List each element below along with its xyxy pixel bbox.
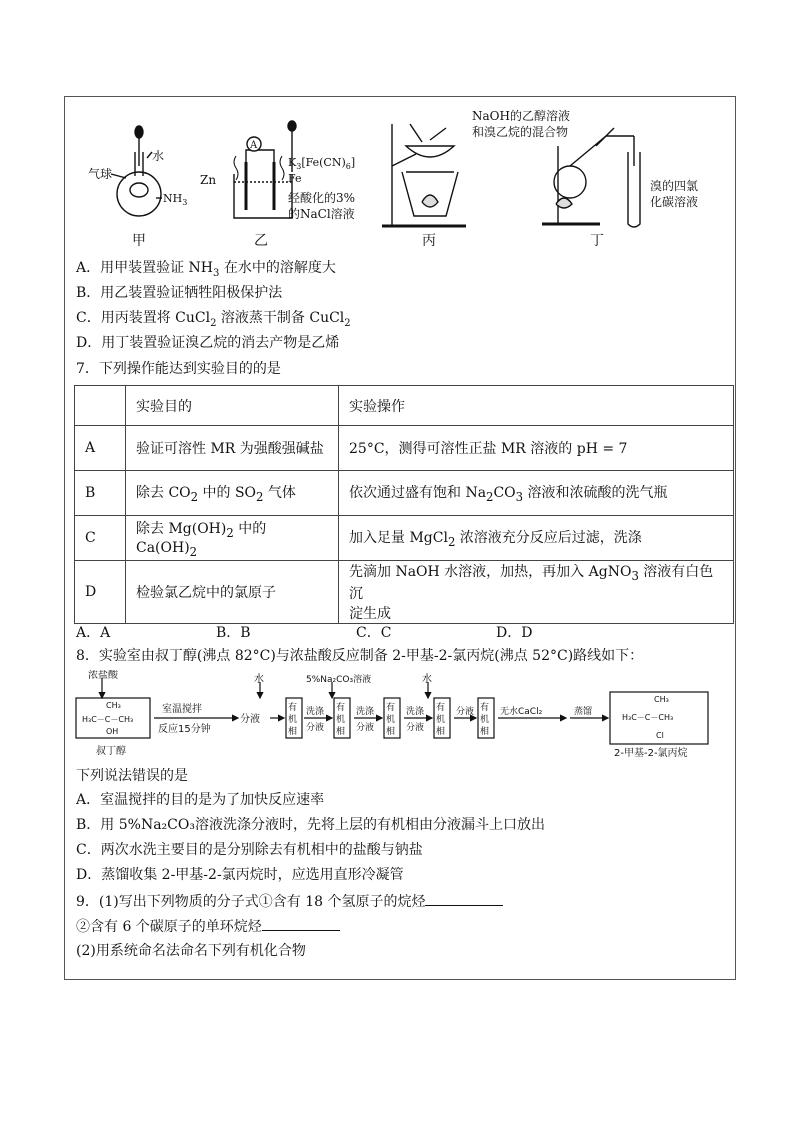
start-name: 叔丁醇 bbox=[96, 746, 126, 757]
jia-water-label: 水 bbox=[152, 149, 165, 163]
svg-text:分液: 分液 bbox=[406, 723, 425, 733]
table-row: C 除去 $Mg(OH)_2$ 中的 $Ca(OH)_2$ 加入足量 MgCl$_2$ 浓溶液充分反应后过滤，洗涤 bbox=[75, 516, 734, 561]
header-goal: 实验目的 bbox=[126, 386, 339, 426]
q7-choices bbox=[76, 622, 636, 642]
answer-blank-2[interactable] bbox=[262, 916, 340, 931]
svg-text:室温搅拌: 室温搅拌 bbox=[162, 704, 202, 715]
q8-flow-diagram bbox=[74, 670, 714, 762]
svg-text:机: 机 bbox=[336, 715, 346, 725]
choice-a: A．A bbox=[76, 625, 111, 641]
q6-option-b: B．用乙装置验证牺牲阳极保护法 bbox=[76, 285, 283, 301]
ding-bromine-line2: 化碳溶液 bbox=[650, 195, 699, 209]
svg-text:蒸馏: 蒸馏 bbox=[574, 707, 593, 717]
svg-text:NH3 bbox=[163, 192, 187, 207]
reagent-hcl: 浓盐酸 bbox=[88, 670, 118, 681]
svg-text:CH₃: CH₃ bbox=[654, 695, 669, 704]
ding-bromine-line1: 溴的四氯 bbox=[650, 179, 699, 193]
q8-option-a: A．室温搅拌的目的是为了加快反应速率 bbox=[76, 792, 325, 808]
product-name: 2-甲基-2-氯丙烷 bbox=[614, 748, 688, 759]
ding-mix-line2: 和溴乙烷的混合物 bbox=[472, 125, 569, 139]
q8-stem: 8．实验室由叔丁醇(沸点 82°C)与浓盐酸反应制备 2-甲基-2-氯丙烷(沸点 52°C)路线如下： bbox=[76, 648, 644, 664]
yi-fe-label: Fe bbox=[288, 172, 302, 185]
svg-text:机: 机 bbox=[288, 715, 298, 725]
svg-text:洗涤: 洗涤 bbox=[306, 707, 325, 717]
bing-caption: 丙 bbox=[422, 233, 436, 249]
q6-option-a: A．用甲装置验证 $NH_3$ 在水中的溶解度大 bbox=[76, 260, 336, 279]
jia-caption: 甲 bbox=[132, 233, 146, 249]
svg-text:OH: OH bbox=[106, 727, 119, 736]
jia-balloon-label: 气球 bbox=[88, 167, 113, 181]
jia-nh3-label: NH bbox=[163, 192, 183, 205]
table-row: B 除去 $CO_2$ 中的 $SO_2$ 气体 依次通过盛有饱和 $Na_2CO_3$ 溶液和浓硫酸的洗气瓶 bbox=[75, 471, 734, 516]
choice-b: B．B bbox=[216, 625, 251, 641]
q8-question: 下列说法错误的是 bbox=[76, 768, 188, 784]
yi-a-label: A bbox=[250, 140, 258, 151]
yi-k3-label: K bbox=[288, 156, 297, 169]
svg-text:有: 有 bbox=[436, 703, 446, 713]
yi-solution-line1: 经酸化的3% bbox=[288, 191, 356, 205]
svg-text:H₃C－C－CH₃: H₃C－C－CH₃ bbox=[82, 715, 134, 724]
svg-text:机: 机 bbox=[480, 715, 490, 725]
svg-text:洗涤: 洗涤 bbox=[356, 707, 375, 717]
svg-text:相: 相 bbox=[336, 727, 346, 737]
yi-zn-label: Zn bbox=[200, 173, 217, 187]
figure-ding bbox=[542, 128, 640, 227]
svg-text:水: 水 bbox=[422, 674, 432, 685]
svg-text:分液: 分液 bbox=[306, 723, 325, 733]
q8-option-b: B．用 5%Na₂CO₃溶液洗涤分液时，先将上层的有机相由分液漏斗上口放出 bbox=[76, 817, 545, 833]
svg-text:有: 有 bbox=[386, 703, 396, 713]
figure-bing bbox=[382, 124, 466, 226]
svg-text:相: 相 bbox=[436, 727, 446, 737]
yi-solution-line2: 的NaCl溶液 bbox=[288, 207, 355, 221]
yi-caption: 乙 bbox=[254, 233, 268, 249]
svg-text:Cl: Cl bbox=[656, 731, 664, 740]
jia-nh3-sub: 3 bbox=[182, 198, 188, 207]
q8-option-c: C．两次水洗主要目的是分别除去有机相中的盐酸与钠盐 bbox=[76, 842, 423, 858]
svg-text:水: 水 bbox=[254, 674, 264, 685]
svg-text:CH₃: CH₃ bbox=[106, 701, 121, 710]
figure-yi bbox=[234, 121, 296, 218]
q6-option-c: C．用丙装置将 CuCl$_2$ 溶液蒸干制备 CuCl$_2$ bbox=[76, 310, 351, 329]
table-row: A 验证可溶性 MR 为强酸强碱盐 25°C，测得可溶性正盐 MR 溶液的 pH = 7 bbox=[75, 426, 734, 471]
svg-text:分液: 分液 bbox=[356, 723, 375, 733]
svg-text:H₃C－C－CH₃: H₃C－C－CH₃ bbox=[622, 713, 674, 722]
q6-option-d: D．用丁装置验证溴乙烷的消去产物是乙烯 bbox=[76, 335, 340, 351]
q9-line2: ②含有 6 个碳原子的单环烷烃 bbox=[76, 916, 340, 937]
svg-text:5%Na₂CO₃溶液: 5%Na₂CO₃溶液 bbox=[306, 675, 372, 685]
svg-text:机: 机 bbox=[386, 715, 396, 725]
svg-text:有: 有 bbox=[480, 703, 490, 713]
svg-text:无水CaCl₂: 无水CaCl₂ bbox=[500, 707, 543, 717]
ding-mix-line1: NaOH的乙醇溶液 bbox=[472, 109, 570, 123]
svg-text:相: 相 bbox=[480, 727, 490, 737]
svg-text:反应15分钟: 反应15分钟 bbox=[158, 724, 211, 735]
figure-jia bbox=[111, 126, 165, 216]
ding-caption: 丁 bbox=[590, 233, 604, 249]
choice-c: C．C bbox=[356, 625, 392, 641]
table-header-row bbox=[75, 386, 734, 426]
svg-text:K3[Fe(CN)6]: $K_3[Fe(CN)_6]$ bbox=[288, 156, 356, 171]
q9-line3: (2)用系统命名法命名下列有机化合物 bbox=[76, 943, 306, 959]
header-operation: 实验操作 bbox=[339, 386, 734, 426]
q8-option-d: D．蒸馏收集 2-甲基-2-氯丙烷时，应选用直形冷凝管 bbox=[76, 867, 404, 883]
svg-text:分液: 分液 bbox=[240, 714, 260, 725]
apparatus-figures bbox=[66, 106, 730, 256]
svg-text:分液: 分液 bbox=[456, 707, 475, 717]
svg-text:相: 相 bbox=[288, 727, 298, 737]
svg-text:相: 相 bbox=[386, 727, 396, 737]
q9-line1: 9．(1)写出下列物质的分子式①含有 18 个氢原子的烷烃 bbox=[76, 891, 503, 912]
choice-d: D．D bbox=[496, 625, 533, 641]
svg-text:机: 机 bbox=[436, 715, 446, 725]
svg-text:有: 有 bbox=[288, 703, 298, 713]
svg-text:洗涤: 洗涤 bbox=[406, 707, 425, 717]
svg-text:有: 有 bbox=[336, 703, 346, 713]
q7-table bbox=[74, 385, 734, 624]
answer-blank-1[interactable] bbox=[425, 891, 503, 906]
table-row: D 检验氯乙烷中的氯原子 先滴加 NaOH 水溶液，加热，再加入 AgNO$_3$ 溶液有白色沉 淀生成 bbox=[75, 561, 734, 624]
q7-stem: 7．下列操作能达到实验目的的是 bbox=[76, 361, 281, 377]
